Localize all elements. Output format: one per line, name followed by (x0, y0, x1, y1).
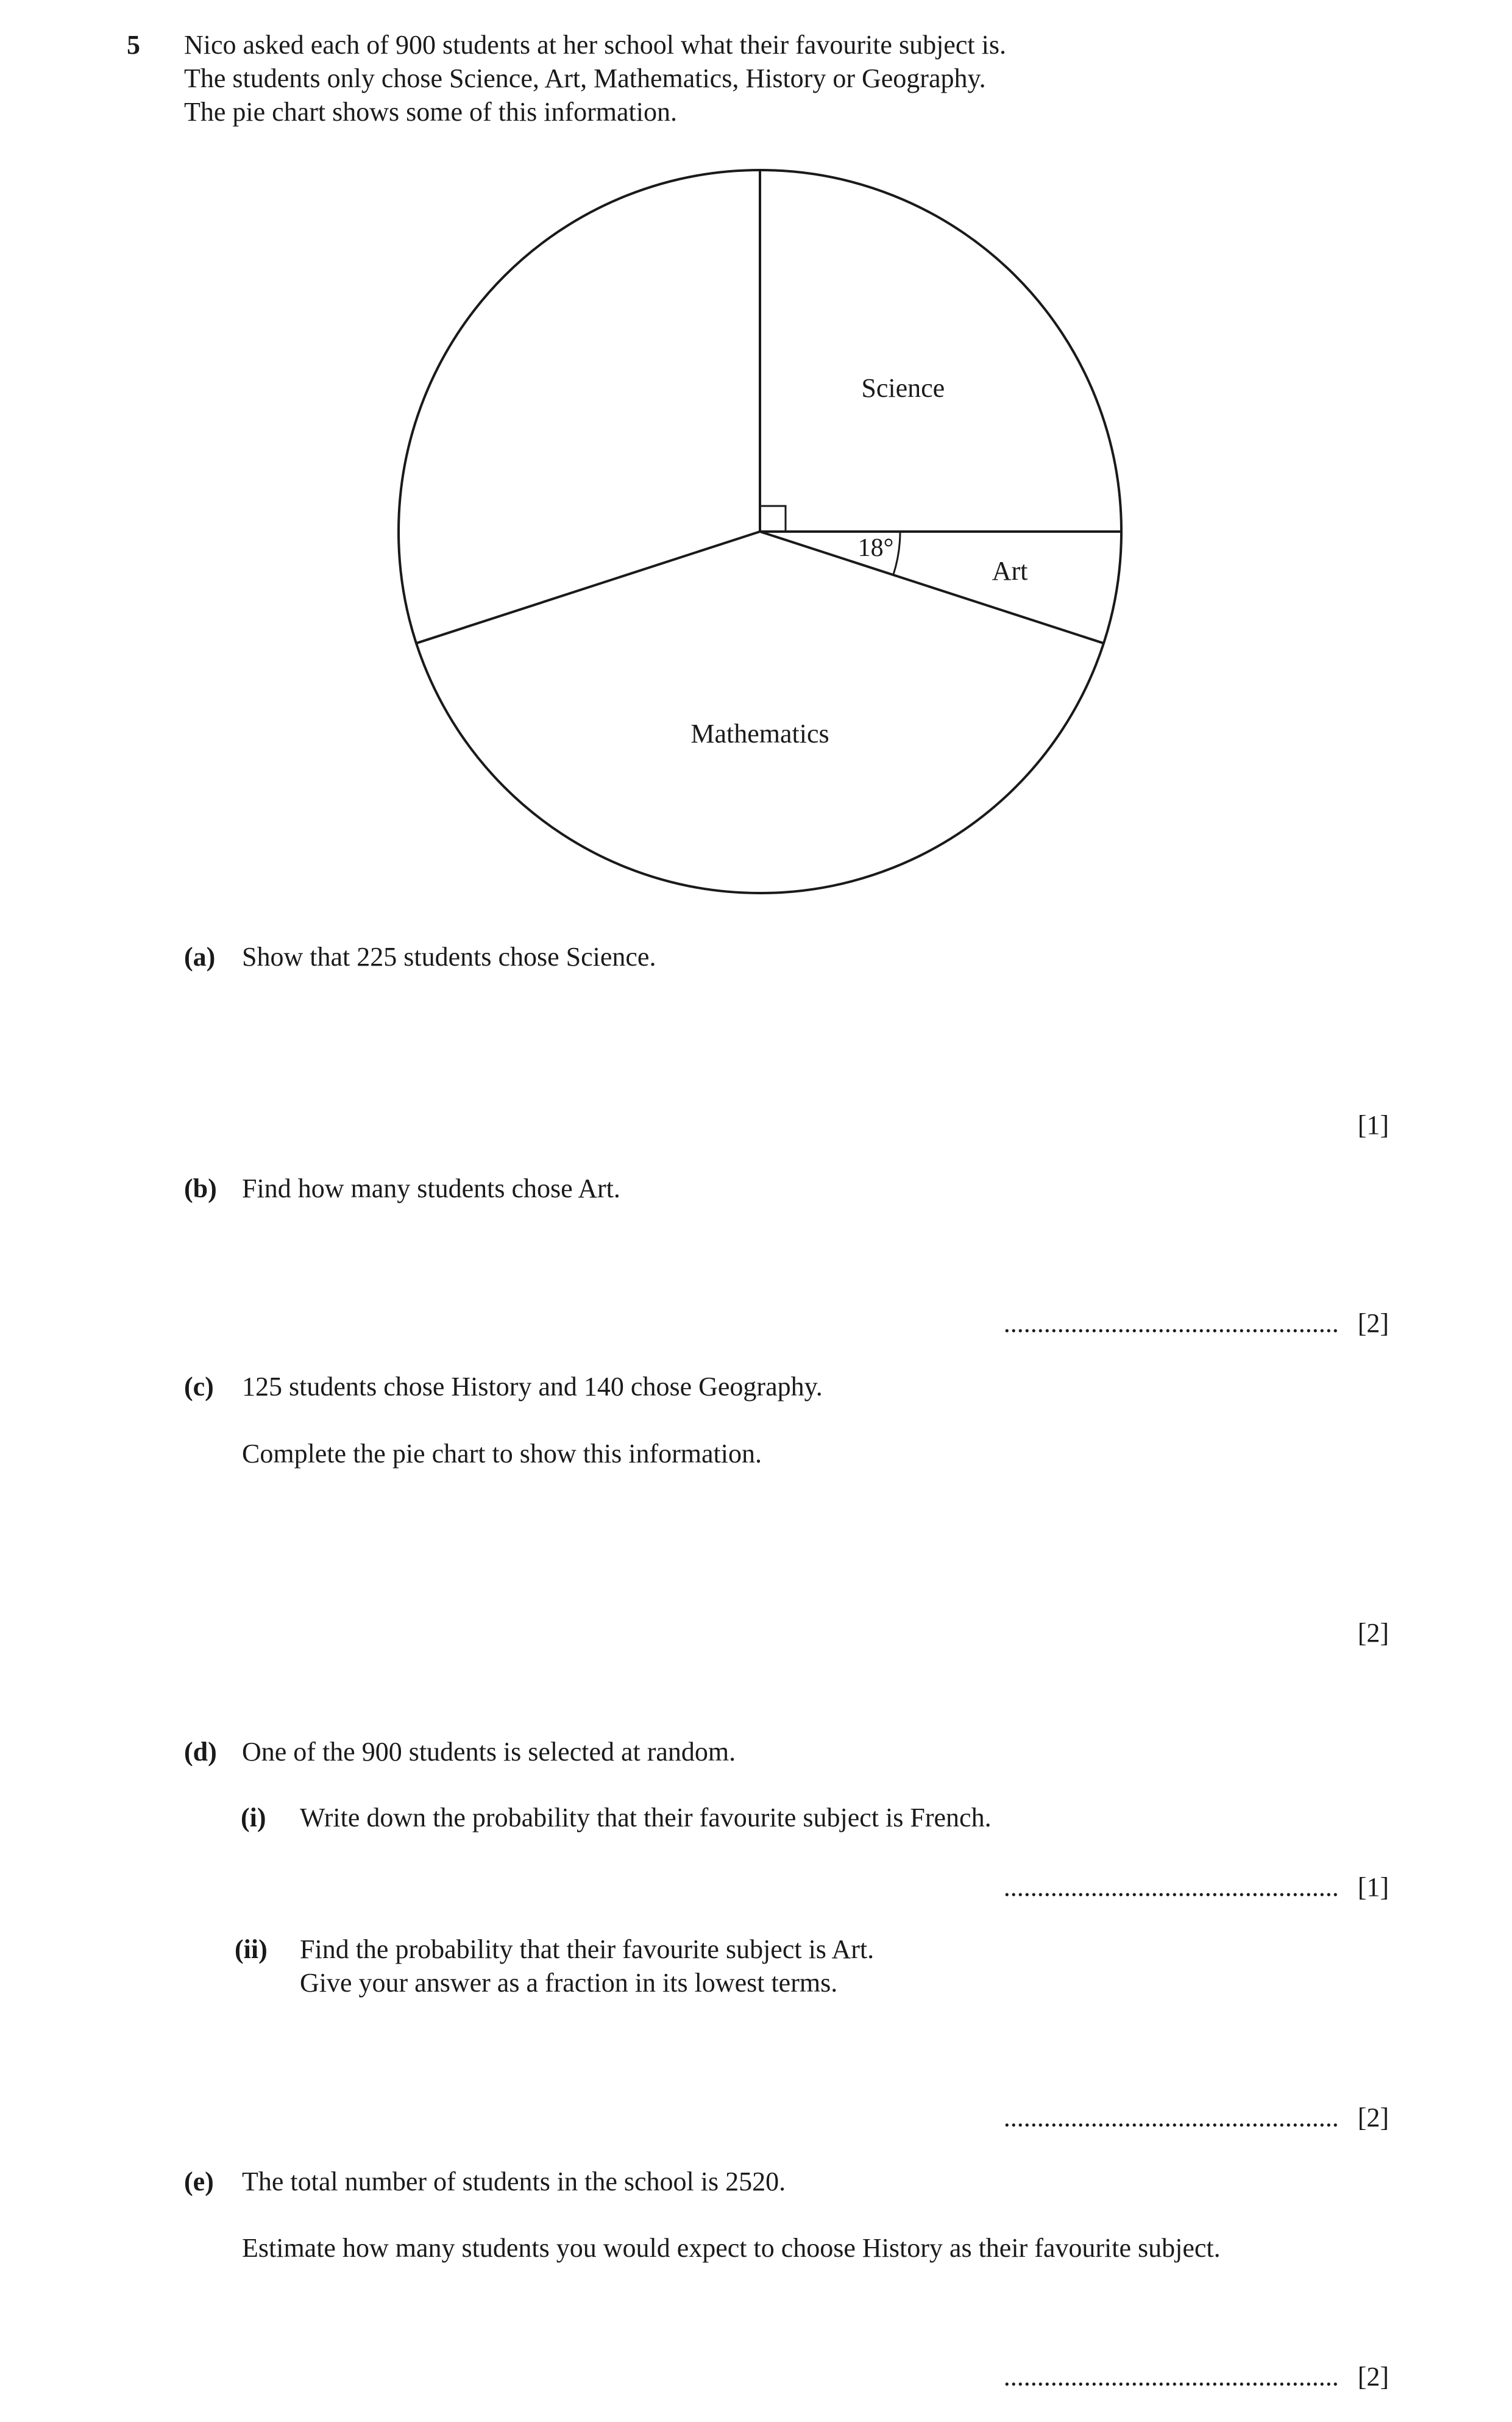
part-c-text-1: 125 students chose History and 140 chose Geography. (242, 1372, 823, 1402)
answer-line[interactable]: .................................................. (1003, 2103, 1339, 2132)
part-d-label: (d) (184, 1737, 217, 1767)
intro-line-3: The pie chart shows some of this information. (184, 97, 677, 127)
part-d-ii-marks: [2] (1357, 2103, 1389, 2132)
part-e-text-1: The total number of students in the school is 2520. (242, 2167, 786, 2196)
part-d-ii-label: (ii) (235, 1934, 268, 1964)
intro-line-1: Nico asked each of 900 students at her school what their favourite subject is. (184, 30, 1006, 60)
part-b-text: Find how many students chose Art. (242, 1174, 620, 1203)
pie-radius (760, 532, 1104, 643)
question-number: 5 (127, 30, 140, 60)
pie-radius (416, 532, 760, 643)
part-b-answer[interactable] (1004, 1310, 1389, 1337)
part-d-i-marks: [1] (1357, 1872, 1389, 1902)
part-c-text-2: Complete the pie chart to show this information. (242, 1439, 762, 1469)
part-d-i-label: (i) (241, 1803, 266, 1833)
intro-line-2: The students only chose Science, Art, Mathematics, History or Geography. (184, 63, 986, 93)
slice-label-science: Science (861, 373, 945, 404)
part-c-marks: [2] (1357, 1618, 1389, 1648)
part-d-ii-answer[interactable] (1004, 2104, 1389, 2131)
part-e-answer[interactable] (1004, 2363, 1389, 2390)
answer-line[interactable]: .................................................. (1003, 1308, 1339, 1338)
part-d-i-answer[interactable] (1004, 1874, 1389, 1901)
part-a-text: Show that 225 students chose Science. (242, 942, 656, 972)
part-d-text: One of the 900 students is selected at random. (242, 1737, 736, 1767)
part-d-i-text: Write down the probability that their favourite subject is French. (300, 1803, 992, 1833)
part-a-marks: [1] (1357, 1110, 1389, 1140)
slice-label-mathematics: Mathematics (690, 719, 829, 749)
part-b-label: (b) (184, 1174, 217, 1203)
right-angle-marker (760, 506, 786, 532)
part-a-label: (a) (184, 942, 216, 972)
part-e-marks: [2] (1357, 2362, 1389, 2392)
answer-line[interactable]: .................................................. (1003, 2362, 1339, 2392)
angle-label: 18° (857, 534, 894, 562)
angle-arc (893, 532, 900, 575)
pie-chart (0, 0, 1512, 914)
part-c-label: (c) (184, 1372, 214, 1402)
slice-label-art: Art (992, 555, 1028, 586)
part-d-ii-text-2: Give your answer as a fraction in its lowest terms. (300, 1968, 838, 1998)
part-e-text-2: Estimate how many students you would expect to choose History as their favourite subject. (242, 2233, 1221, 2263)
part-e-label: (e) (184, 2167, 214, 2196)
part-d-ii-text-1: Find the probability that their favourite subject is Art. (300, 1934, 875, 1964)
answer-line[interactable]: .................................................. (1003, 1872, 1339, 1902)
part-b-marks: [2] (1357, 1308, 1389, 1338)
